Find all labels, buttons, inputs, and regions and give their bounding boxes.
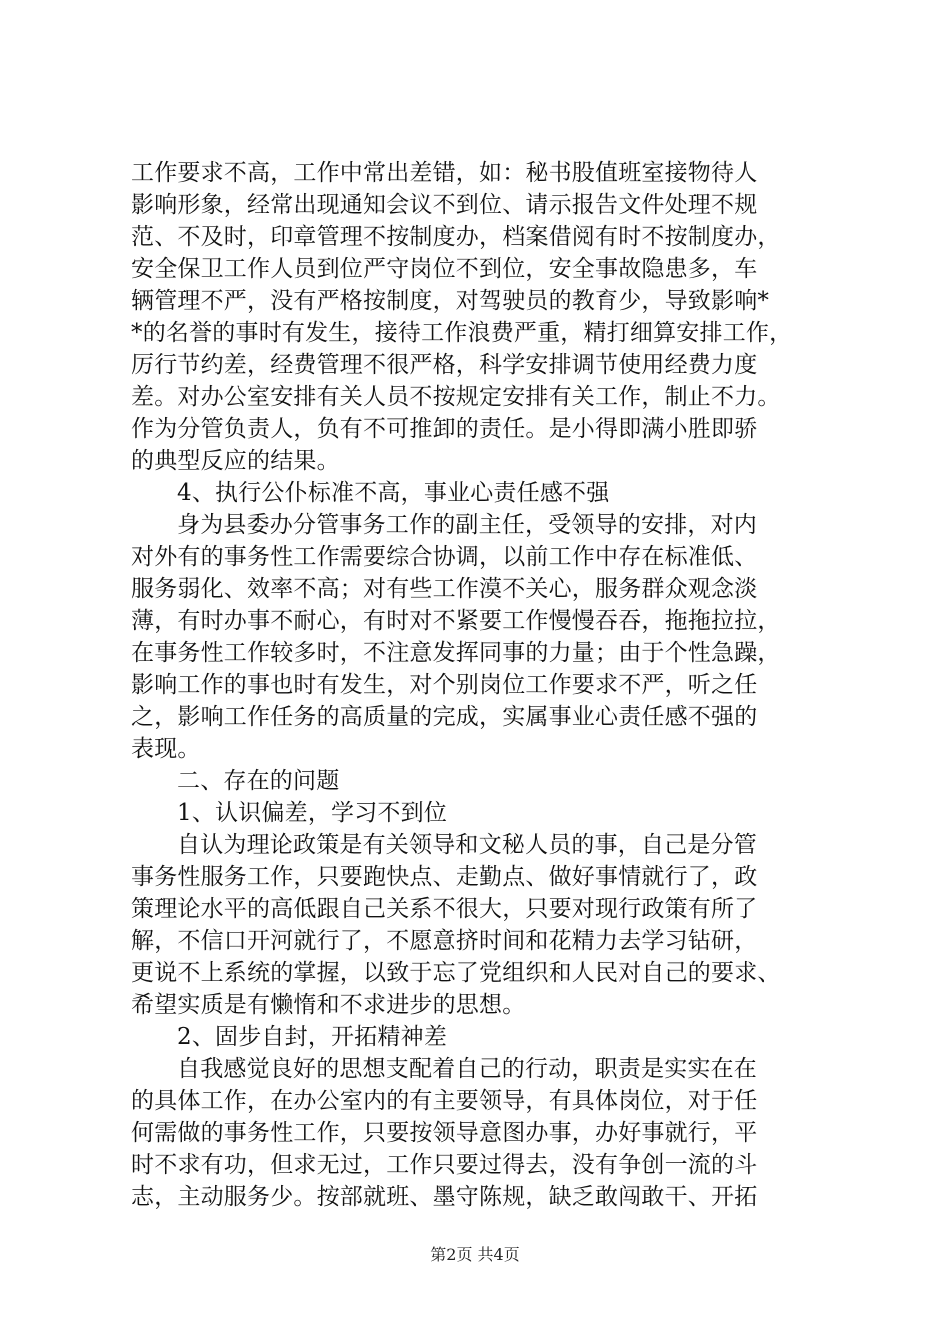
text-line: 作为分管负责人，负有不可推卸的责任。是小得即满小胜即骄 [131, 416, 758, 442]
text-line: 更说不上系统的掌握，以致于忘了党组织和人民对自己的要求、 [131, 960, 781, 986]
text-line: 之，影响工作任务的高质量的完成，实属事业心责任感不强的 [131, 704, 758, 730]
text-line: 影响形象，经常出现通知会议不到位、请示报告文件处理不规 [131, 192, 758, 218]
text-line: 厉行节约差，经费管理不很严格，科学安排调节使用经费力度 [131, 352, 758, 378]
text-line: 身为县委办分管事务工作的副主任，受领导的安排，对内 [177, 512, 757, 538]
text-line: 的具体工作，在办公室内的有主要领导，有具体岗位，对于任 [131, 1088, 758, 1114]
text-line: 表现。 [131, 736, 201, 762]
text-line: *的名誉的事时有发生，接待工作浪费严重，精打细算安排工作， [131, 320, 793, 346]
text-line: 志，主动服务少。按部就班、墨守陈规，缺乏敢闯敢干、开拓 [131, 1184, 758, 1210]
text-line: 工作要求不高，工作中常出差错，如：秘书股值班室接物待人 [131, 160, 758, 186]
text-line: 安全保卫工作人员到位严守岗位不到位，安全事故隐患多，车 [131, 256, 758, 282]
document-body [131, 157, 831, 1213]
section-heading: 二、存在的问题 [177, 768, 340, 794]
text-line: 范、不及时，印章管理不按制度办，档案借阅有时不按制度办， [131, 224, 781, 250]
text-line: 希望实质是有懒惰和不求进步的思想。 [131, 992, 526, 1018]
text-line: 对外有的事务性工作需要综合协调，以前工作中存在标准低、 [131, 544, 758, 570]
section-heading: 1、认识偏差，学习不到位 [177, 800, 448, 826]
text-line: 的典型反应的结果。 [131, 448, 340, 474]
page-number-footer: 第2页 共4页 [430, 1245, 520, 1264]
text-line: 时不求有功，但求无过，工作只要过得去，没有争创一流的斗 [131, 1152, 758, 1178]
text-line: 自认为理论政策是有关领导和文秘人员的事，自己是分管 [177, 832, 757, 858]
text-line: 影响工作的事也时有发生，对个别岗位工作要求不严，听之任 [131, 672, 758, 698]
text-line: 差。对办公室安排有关人员不按规定安排有关工作，制止不力。 [131, 384, 781, 410]
text-line: 服务弱化、效率不高；对有些工作漠不关心，服务群众观念淡 [131, 576, 758, 602]
text-line: 辆管理不严，没有严格按制度，对驾驶员的教育少，导致影响* [131, 288, 770, 314]
text-line: 在事务性工作较多时，不注意发挥同事的力量；由于个性急躁， [131, 640, 781, 666]
text-line: 何需做的事务性工作，只要按领导意图办事，办好事就行，平 [131, 1120, 758, 1146]
section-heading: 2、固步自封，开拓精神差 [177, 1024, 448, 1050]
text-line: 解，不信口开河就行了，不愿意挤时间和花精力去学习钻研， [131, 928, 758, 954]
text-line: 事务性服务工作，只要跑快点、走勤点、做好事情就行了，政 [131, 864, 758, 890]
text-line: 薄，有时办事不耐心，有时对不紧要工作慢慢吞吞，拖拖拉拉， [131, 608, 781, 634]
text-line: 策理论水平的高低跟自己关系不很大，只要对现行政策有所了 [131, 896, 758, 922]
section-heading: 4、执行公仆标准不高，事业心责任感不强 [177, 480, 610, 506]
text-line: 自我感觉良好的思想支配着自己的行动，职责是实实在在 [177, 1056, 757, 1082]
